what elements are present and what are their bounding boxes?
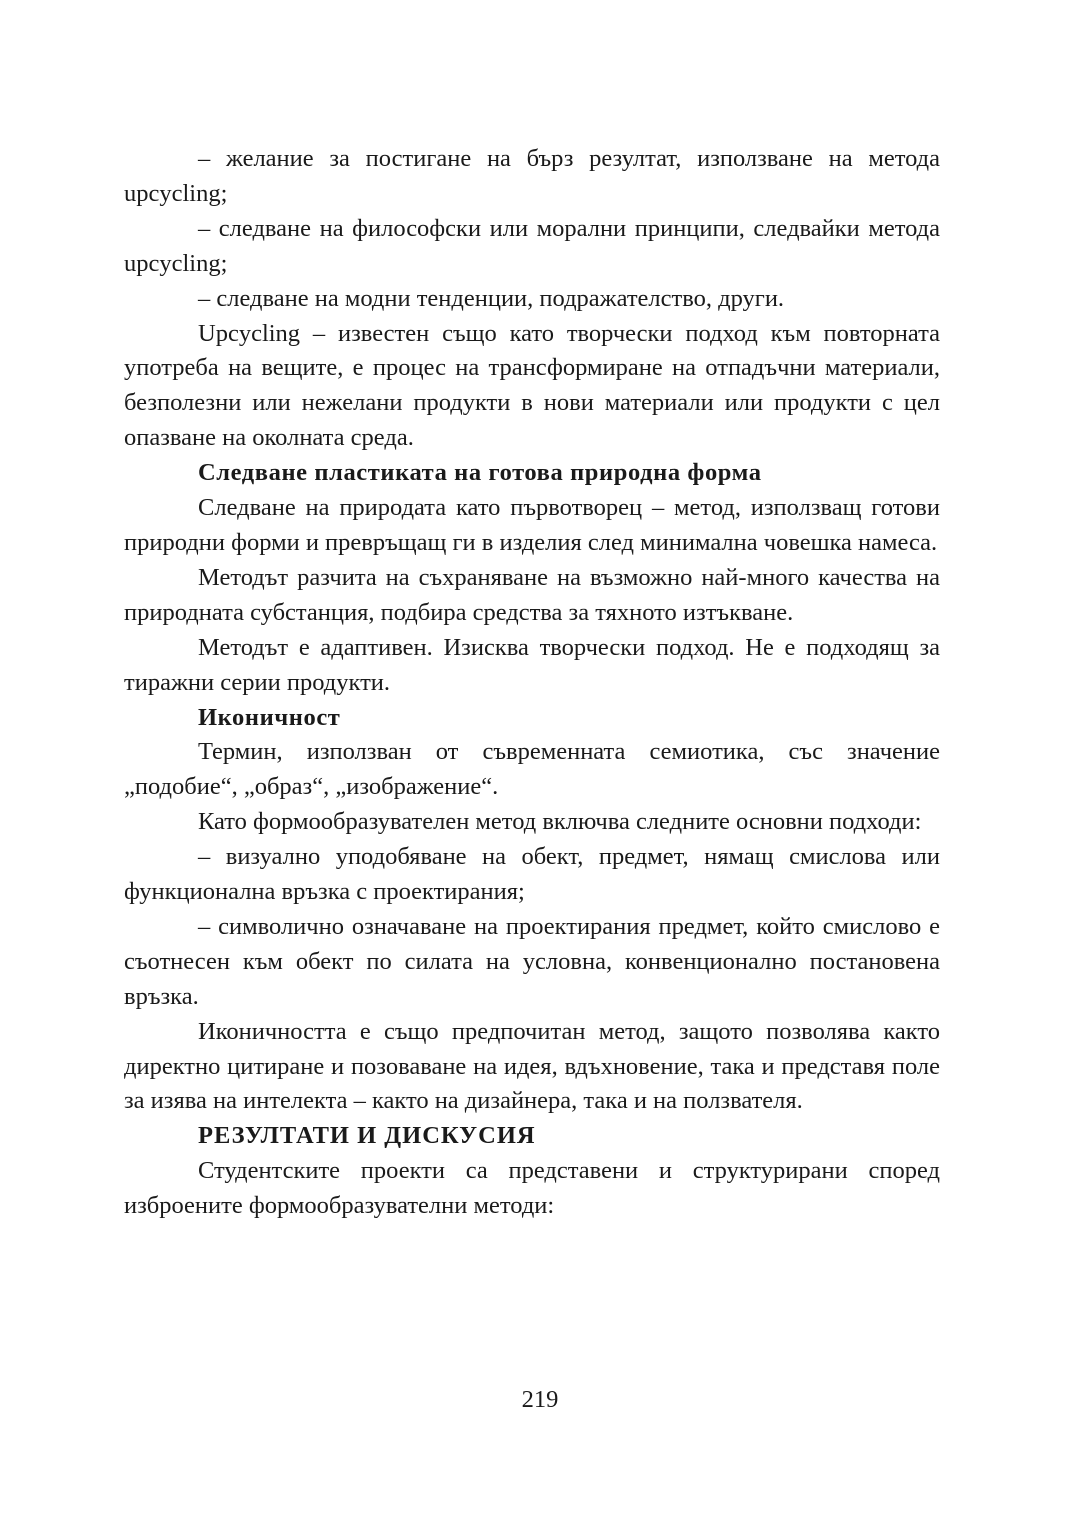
paragraph-iconicity-preferred: Иконичността е също предпочитан метод, защото позволява както директно цитиране и позоваване на идея, вдъхновение, така и представя поле за изява на интелекта – както на дизайнера, така и на ползвателя. <box>124 1017 940 1115</box>
paragraph-iconicity-symbolic: – символично означаване на проектирания предмет, който смислово е съотнесен към обект по силата на условна, конвенционално постановена връзка. <box>124 912 940 1010</box>
paragraph-natural-form-method: Методът разчита на съхраняване на възможно най-много качества на природната субстанция, подбира средства за тяхното изтъкване. <box>124 563 940 626</box>
paragraph-results-intro: Студентските проекти са представени и структурирани според изброените формообразувателни методи: <box>124 1157 940 1220</box>
section-heading-iconicity: Иконичност <box>198 703 341 731</box>
paragraph-upcycling-reason-2: – следване на философски или морални принципи, следвайки метода upcycling; <box>124 214 940 277</box>
paragraph-natural-form-definition: Следване на природата като първотворец – метод, използващ готови природни форми и превръщащ ги в изделия след минимална човешка намеса. <box>124 494 940 556</box>
paragraph-natural-form-adaptive: Методът е адаптивен. Изисква творчески подход. Не е подходящ за тиражни серии продукти. <box>124 633 940 696</box>
page-body <box>124 142 940 1224</box>
section-heading-results: РЕЗУЛТАТИ И ДИСКУСИЯ <box>198 1122 536 1150</box>
paragraph-iconicity-approaches: Като формообразувателен метод включва следните основни подходи: <box>198 808 922 836</box>
section-heading-natural-form: Следване пластиката на готова природна форма <box>198 459 762 487</box>
paragraph-upcycling-definition: Upcycling – известен също като творчески подход към повторната употреба на вещите, е процес на трансформиране на отпадъчни материали, безполезни или нежелани продукти в нови материали или продукти с цел опазване на околната среда. <box>124 319 940 452</box>
paragraph-iconicity-visual: – визуално уподобяване на обект, предмет, нямащ смислова или функционална връзка с проектирания; <box>124 843 940 906</box>
paragraph-iconicity-term: Термин, използван от съвременната семиотика, със значение „подобие“, „образ“, „изображение“. <box>124 738 940 801</box>
paragraph-upcycling-reason-1: – желание за постигане на бърз резултат, използване на метода upcycling; <box>124 145 940 207</box>
page-number: 219 <box>521 1386 559 1413</box>
paragraph-upcycling-reason-3: – следване на модни тенденции, подражателство, други. <box>198 284 785 312</box>
